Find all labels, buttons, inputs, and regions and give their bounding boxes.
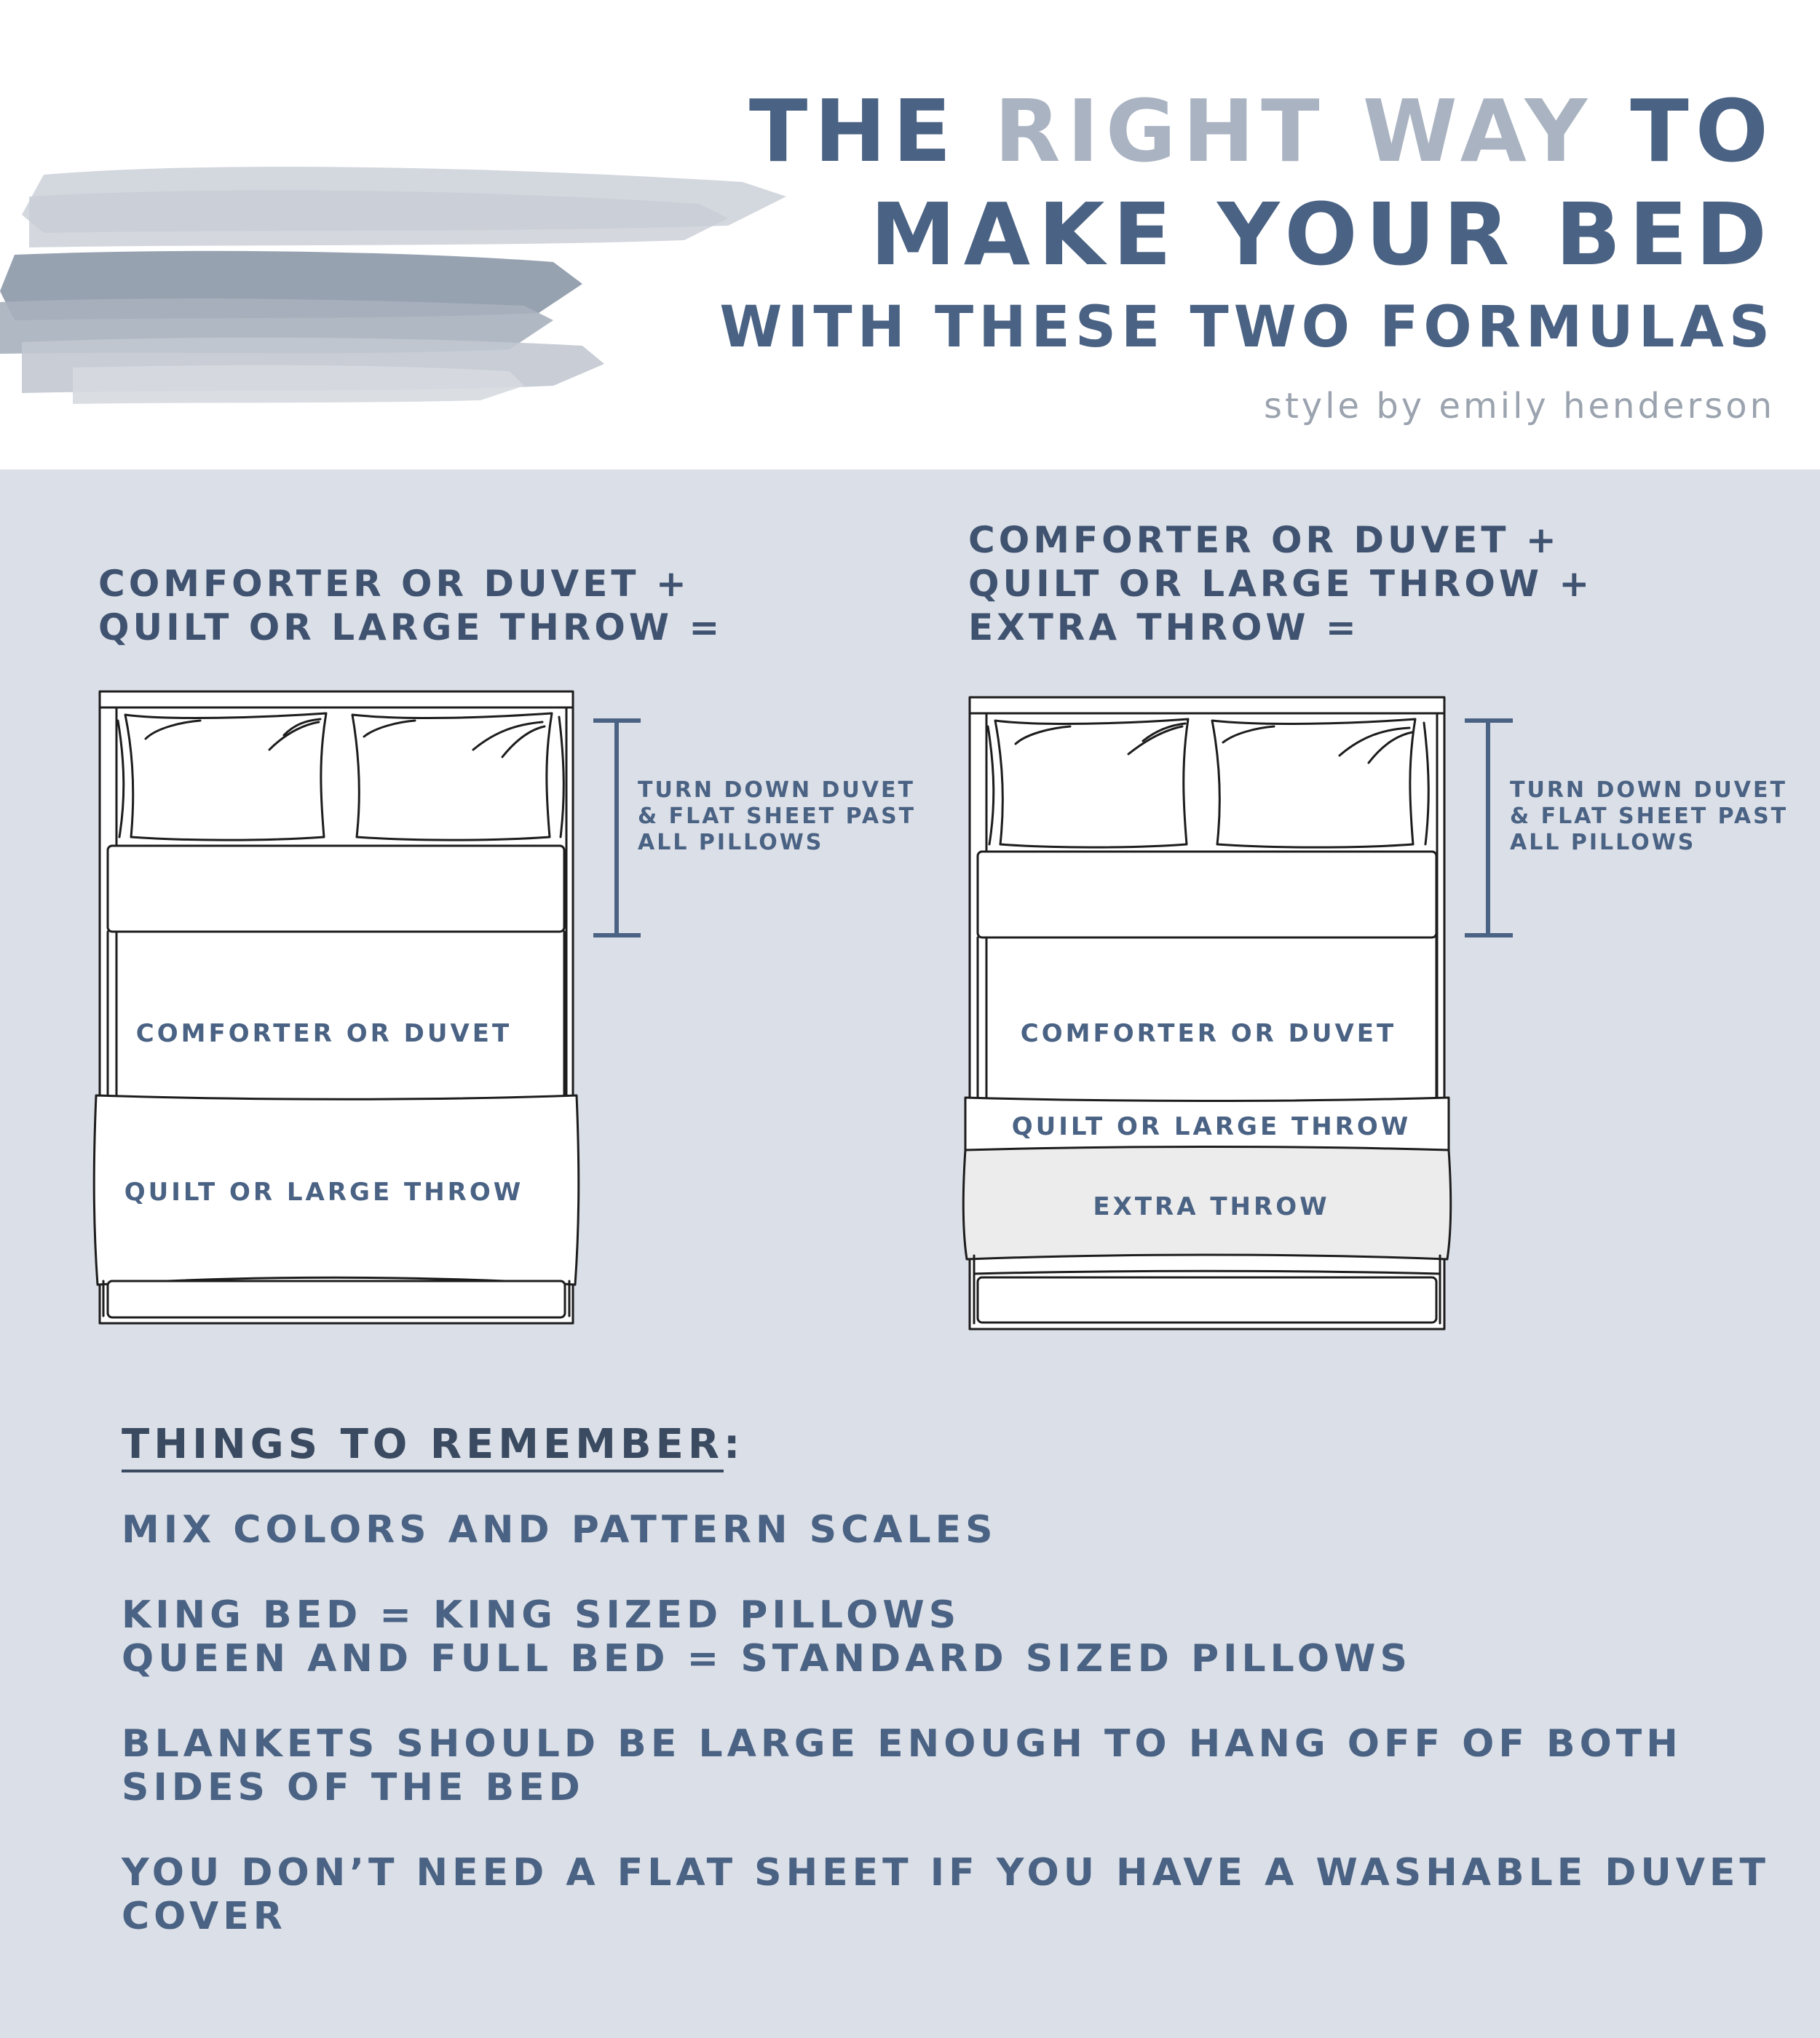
title-highlight: RIGHT WAY: [994, 81, 1594, 181]
formula-right-line-3: EXTRA THROW =: [968, 606, 1360, 649]
bracket-right: [1465, 721, 1513, 935]
bracket-left: [593, 721, 641, 935]
formula-right-line-2: QUILT OR LARGE THROW +: [968, 563, 1594, 605]
remember-list: [122, 1508, 1770, 1938]
note-left-line-3: ALL PILLOWS: [638, 830, 824, 855]
bed-left: [94, 691, 579, 1323]
note-right-line-2: & FLAT SHEET PAST: [1510, 804, 1789, 829]
note-left: [638, 777, 916, 856]
title-word-to: TO: [1630, 81, 1775, 181]
note-right: [1510, 777, 1788, 856]
bed-right: [963, 697, 1451, 1329]
note-right-line-3: ALL PILLOWS: [1510, 830, 1696, 855]
credit-text: style by emily henderson: [1263, 386, 1775, 427]
tip-3-line-1: BLANKETS SHOULD BE LARGE ENOUGH TO HANG OFF OF BOTH: [122, 1722, 1682, 1766]
note-left-line-1: TURN DOWN DUVET: [638, 777, 915, 803]
title-word-the: THE: [748, 81, 958, 181]
things-to-remember: [122, 1419, 1770, 1980]
label-right-quilt: QUILT OR LARGE THROW: [1011, 1112, 1412, 1141]
remember-title-colon: :: [724, 1421, 745, 1468]
pillow-icon: [988, 719, 1188, 847]
pillow-icon: [352, 713, 563, 840]
tip-3-line-2: SIDES OF THE BED: [122, 1766, 585, 1809]
tip-2-line-2: QUEEN AND FULL BED = STANDARD SIZED PILLOWS: [122, 1637, 1412, 1681]
label-left-quilt: QUILT OR LARGE THROW: [124, 1178, 524, 1207]
tip-1: [122, 1508, 1770, 1552]
title-line-2: MAKE YOUR BED: [870, 184, 1775, 285]
formula-left-line-2: QUILT OR LARGE THROW =: [98, 606, 724, 649]
tip-1-text: MIX COLORS AND PATTERN SCALES: [122, 1508, 997, 1552]
tip-4-line-2: COVER: [122, 1895, 287, 1938]
label-right-comforter: COMFORTER OR DUVET: [1020, 1019, 1397, 1048]
tip-3: [122, 1722, 1770, 1809]
label-left-comforter: COMFORTER OR DUVET: [135, 1019, 513, 1048]
formula-left-line-1: COMFORTER OR DUVET +: [98, 563, 690, 605]
formula-right-line-1: COMFORTER OR DUVET +: [968, 519, 1560, 561]
pillow-icon: [1212, 719, 1428, 847]
note-left-line-2: & FLAT SHEET PAST: [638, 804, 917, 829]
tip-2-line-1: KING BED = KING SIZED PILLOWS: [122, 1593, 961, 1637]
tip-2: [122, 1593, 1770, 1681]
remember-title-text: THINGS TO REMEMBER: [122, 1421, 724, 1472]
title-line-3: WITH THESE TWO FORMULAS: [719, 295, 1775, 360]
pillow-icon: [118, 713, 326, 840]
tip-4-line-1: YOU DON’T NEED A FLAT SHEET IF YOU HAVE A WASHABLE DUVET: [122, 1851, 1770, 1895]
remember-title: [122, 1419, 1770, 1470]
label-right-extra-throw: EXTRA THROW: [1093, 1192, 1330, 1221]
note-right-line-1: TURN DOWN DUVET: [1510, 777, 1787, 803]
tip-4: [122, 1851, 1770, 1938]
